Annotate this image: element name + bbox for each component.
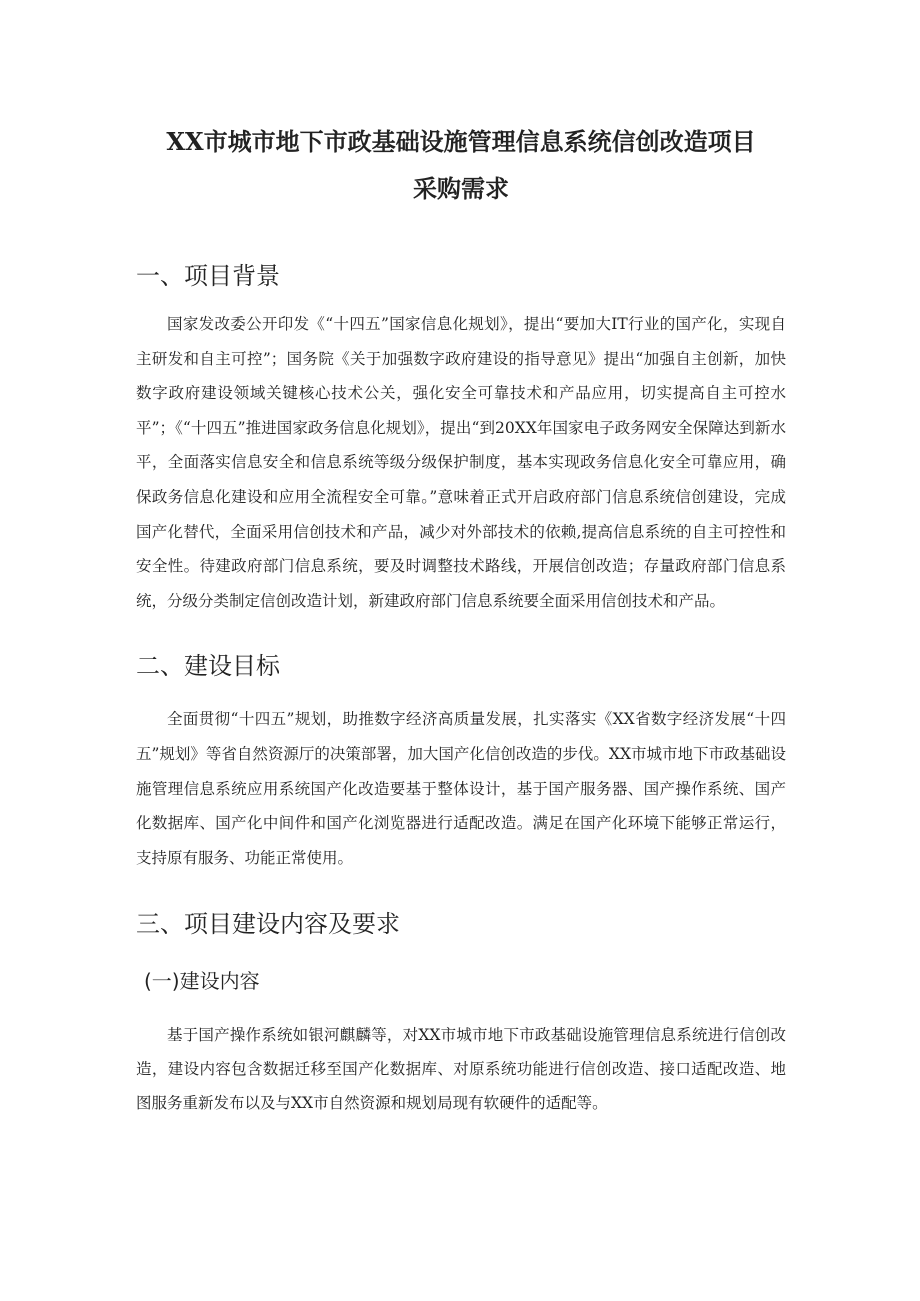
section-heading-contents: 三、项目建设内容及要求: [136, 910, 400, 939]
section-heading-goals: 二、建设目标: [136, 652, 280, 681]
document-title-line-2: 采购需求: [413, 174, 509, 203]
subsection-heading-contents: (一)建设内容: [144, 969, 260, 994]
section-paragraph-goals: 全面贯彻“十四五”规划，助推数字经济高质量发展，扎实落实《XX省数字经济发展“十四五”规划》等省自然资源厅的决策部署，加大国产化信创改造的步伐。XX市城市地下市政基础设施管理信息系统应用系统国产化改造要基于整体设计，基于国产服务器、国产操作系统、国产化数据库、国产化中间件和国产化浏览器进行适配改造。满足在国产化环境下能够正常运行，支持原有服务、功能正常使用。: [136, 710, 786, 867]
section-paragraph-background: 国家发改委公开印发《“十四五”国家信息化规划》，提出“要加大IT行业的国产化，实现自主研发和自主可控”；国务院《关于加强数字政府建设的指导意见》提出“加强自主创新，加快数字政府建设领域关键核心技术公关，强化安全可靠技术和产品应用，切实提高自主可控水平”；《“十四五”推进国家政务信息化规划》，提出“到20XX年国家电子政务网安全保障达到新水平，全面落实信息安全和信息系统等级分级保护制度，基本实现政务信息化安全可靠应用，确保政务信息化建设和应用全流程安全可靠。”意味着正式开启政府部门信息系统信创建设，完成国产化替代，全面采用信创技术和产品，减少对外部技术的依赖,提高信息系统的自主可控性和安全性。待建政府部门信息系统，要及时调整技术路线，开展信创改造；存量政府部门信息系统，分级分类制定信创改造计划，新建政府部门信息系统要全面采用信创技术和产品。: [136, 315, 786, 610]
subsection-paragraph-contents: 基于国产操作系统如银河麒麟等，对XX市城市地下市政基础设施管理信息系统进行信创改造，建设内容包含数据迁移至国产化数据库、对原系统功能进行信创改造、接口适配改造、地图服务重新发布以及与XX市自然资源和规划局现有软硬件的适配等。: [136, 1026, 786, 1113]
document-title-line-1: XX市城市地下市政基础设施管理信息系统信创改造项目: [166, 127, 756, 156]
section-heading-background: 一、项目背景: [136, 262, 280, 290]
